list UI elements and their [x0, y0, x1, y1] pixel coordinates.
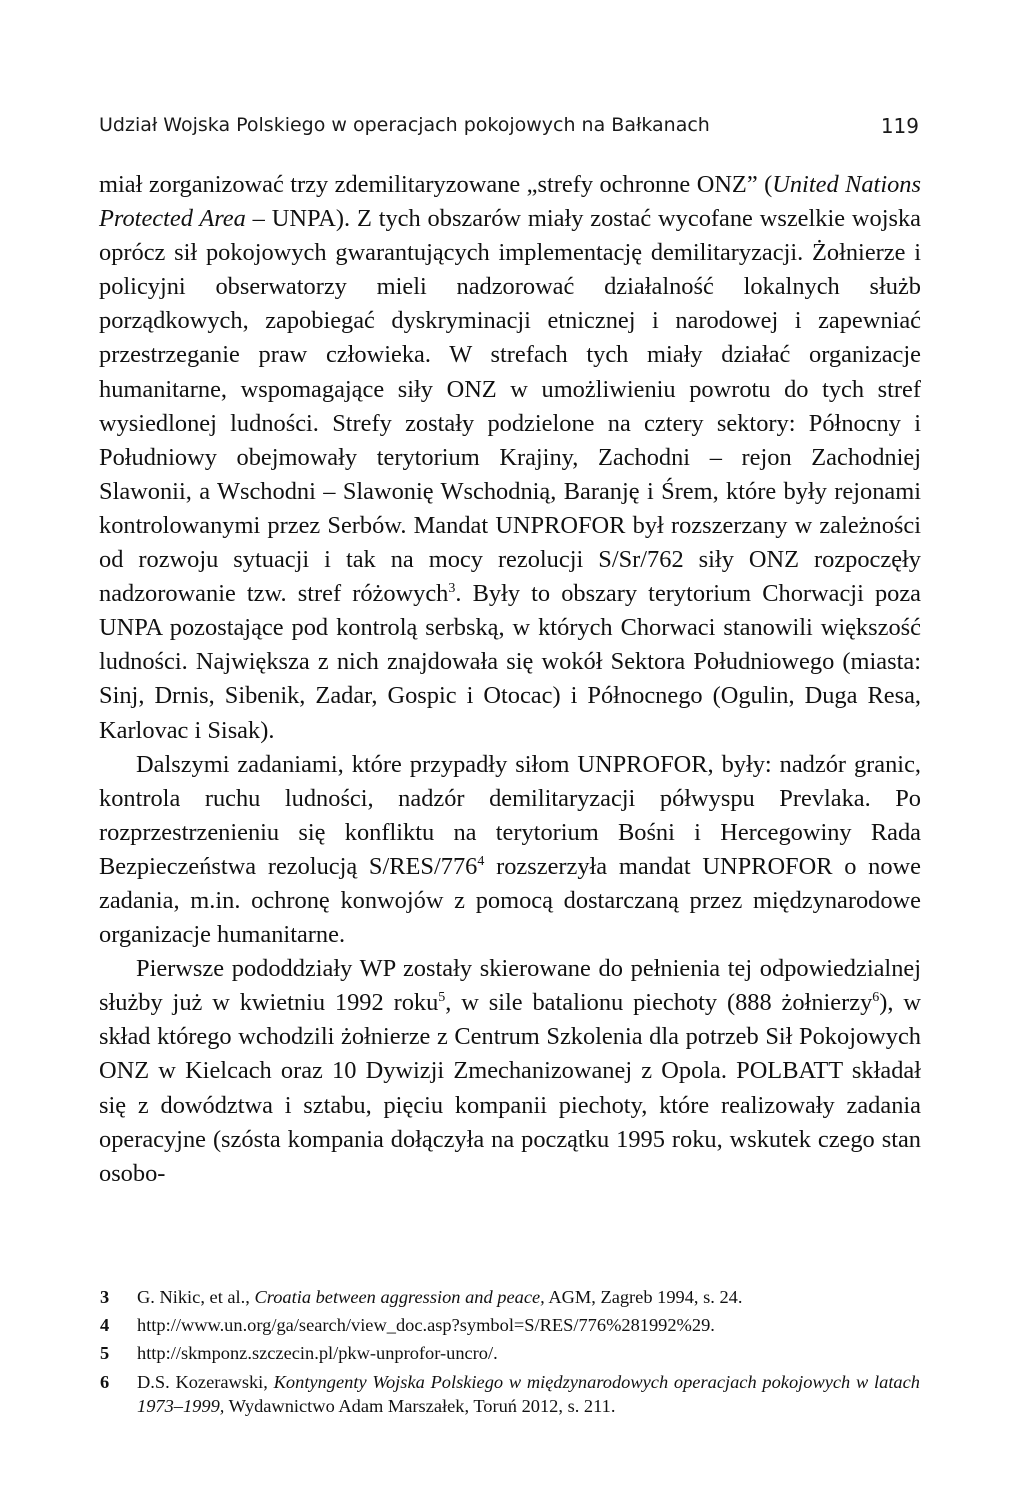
- footnote-ref-4[interactable]: 4: [477, 853, 485, 869]
- paragraph-1: miał zorganizować trzy zdemilitaryzowane „strefy ochronne ONZ” (United Nations Protected Area – UNPA). Z tych obszarów miały zostać wycofane wszelkie wojska oprócz sił pokojowych gwarantujących implementację demilitaryzacji. Żołnierze i policyjni obserwatorzy mieli nadzorować działalność lokalnych służb porządkowych, zapobiegać dyskryminacji etnicznej i narodowej i zapewniać przestrzeganie praw człowieka. W strefach tych miały działać organizacje humanitarne, wspomagające siły ONZ w umożliwieniu powrotu do tych stref wysiedlonej ludności. Strefy zostały podzielone na cztery sektory: Północny i Południowy obejmowały terytorium Krajiny, Zachodni – rejon Zachodniej Slawonii, a Wschodni – Slawonię Wschodnią, Baranję i Śrem, które były rejonami kontrolowanymi przez Serbów. Mandat UNPROFOR był rozszerzany w zależności od rozwoju sytuacji i tak na mocy rezolucji S/Sr/762 siły ONZ rozpoczęły nadzorowanie tzw. stref różowych$^3$. Były to obszary terytorium Chorwacji poza UNPA pozostające pod kontrolą serbską, w których Chorwaci stanowili większość ludności. Największa z nich znajdowała się wokół Sektora Południowego (miasta: Sinj, Drnis, Sibenik, Zadar, Gospic i Otocac) i Północnego (Ogulin, Duga Resa, Karlovac i Sisak).: [99, 171, 922, 744]
- footnote-4: [100, 1313, 920, 1337]
- footnote-url[interactable]: http://skmponz.szczecin.pl/pkw-unprofor-uncro/.: [137, 1343, 498, 1364]
- footnote-6: 6 D.S. Kozerawski, Kontyngenty Wojska Polskiego w międzynarodowych operacjach pokojowych w latach 1973–1999, Wydawnictwo Adam Marszałek, Toruń 2012, s. 211.: [100, 1371, 920, 1416]
- footnote-3: 3 G. Nikic, et al., Croatia between aggression and peace, AGM, Zagreb 1994, s. 24.: [137, 1285, 920, 1309]
- footnote-url[interactable]: http://www.un.org/ga/search/view_doc.asp?symbol=S/RES/776%281992%29.: [137, 1315, 715, 1336]
- running-head: [99, 114, 919, 144]
- main-text: [99, 168, 921, 1191]
- footnotes: [100, 1285, 920, 1418]
- footnote-5: [100, 1341, 920, 1365]
- paragraph-2: Dalszymi zadaniami, które przypadły siłom UNPROFOR, były: nadzór granic, kontrola ruchu ludności, nadzór demilitaryzacji półwyspu Prevlaka. Po rozprzestrzenieniu się konfliktu na terytorium Bośni i Hercegowiny Rada Bezpieczeństwa rezolucją $S/RES/776^4$ rozszerzyła mandat UNPROFOR o nowe zadania, m.in. ochronę konwojów z pomocą dostarczaną przez międzynarodowe organizacje humanitarne.: [99, 750, 921, 949]
- footnote-number: 5: [100, 1343, 110, 1364]
- footnote-number: 6: [100, 1371, 110, 1392]
- footnote-ref-3[interactable]: 3: [448, 581, 456, 597]
- footnote-number: 3: [100, 1287, 110, 1307]
- footnote-ref-5[interactable]: 5: [438, 990, 446, 1006]
- footnote-number: 4: [100, 1315, 110, 1336]
- running-title: Udział Wojska Polskiego w operacjach pokojowych na Bałkanach: [99, 114, 710, 136]
- footnote-ref-6[interactable]: 6: [872, 990, 880, 1006]
- page-number: 119: [880, 114, 919, 138]
- paragraph-3: Pierwsze pododdziały WP zostały skierowane do pełnienia tej odpowiedzialnej służby już w kwietniu 1992 roku$^5$, w sile batalionu piechoty (888 żołnierzy$^6$), w skład którego wchodzili żołnierze z Centrum Szkolenia dla potrzeb Sił Pokojowych ONZ w Kielcach oraz 10 Dywizji Zmechanizowanej z Opola. POLBATT składał się z dowództwa i sztabu, pięciu kompanii piechoty, które realizowały zadania operacyjne (szósta kompania dołączyła na początku 1995 roku, wskutek czego stan osobo-: [99, 955, 921, 1187]
- italic-term: United Nations Protected Area: [99, 171, 921, 233]
